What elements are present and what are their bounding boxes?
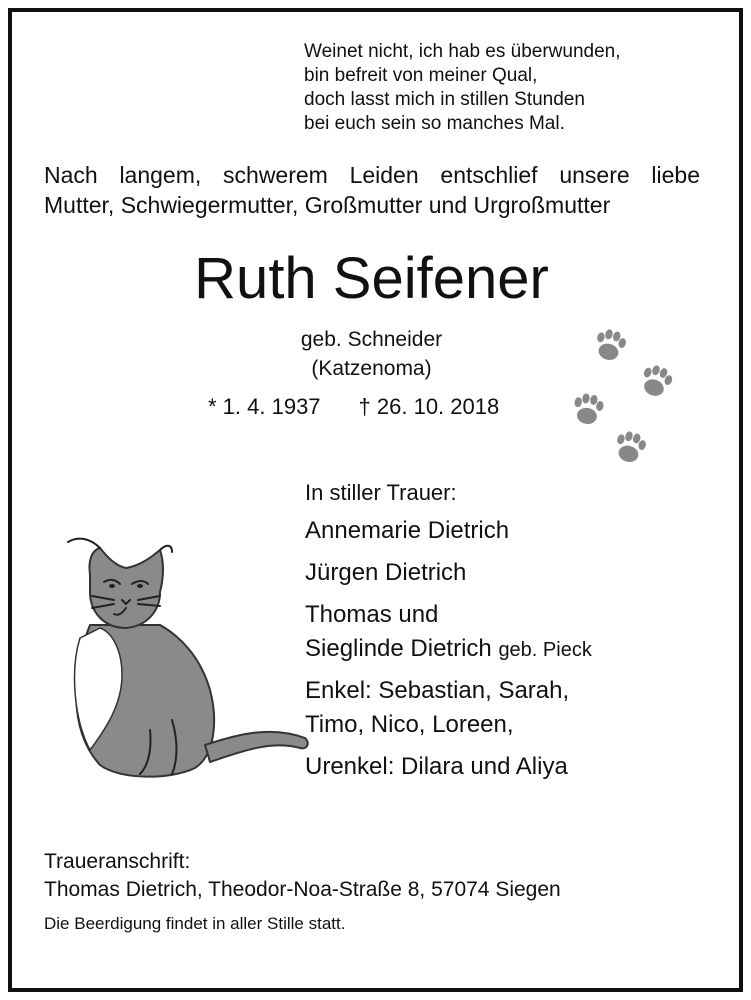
mourner-line: Annemarie Dietrich <box>305 517 510 544</box>
paw-print-icon <box>571 392 605 427</box>
poem <box>304 40 621 136</box>
mourners-heading: In stiller Trauer: <box>305 480 457 505</box>
paw-print-icon <box>612 429 648 466</box>
mourner-line: Urenkel: Dilara und Aliya <box>305 753 568 780</box>
mourner-line: Jürgen Dietrich <box>305 559 467 586</box>
mourner-line: Thomas und <box>305 601 439 628</box>
mourner-maiden-name: geb. Pieck <box>498 639 592 661</box>
funeral-note: Die Beerdigung findet in aller Stille statt. <box>44 914 346 933</box>
mourner-line <box>305 634 592 665</box>
intro-line: Nach langem, schwerem Leiden entschlief unsere liebe <box>44 162 700 188</box>
paw-print-icon <box>592 327 628 364</box>
death-date: † 26. 10. 2018 <box>358 394 500 419</box>
nickname: (Katzenoma) <box>311 357 432 380</box>
deceased-name: Ruth Seifener <box>194 246 549 311</box>
cat-illustration <box>60 530 320 790</box>
mourner-name: Sieglinde Dietrich <box>305 635 492 662</box>
birth-name: geb. Schneider <box>300 328 443 351</box>
poem-line: Weinet nicht, ich hab es überwunden, <box>304 41 621 62</box>
intro-text <box>44 160 700 220</box>
birth-date: * 1. 4. 1937 <box>208 394 321 419</box>
intro-line: Mutter, Schwiegermutter, Großmutter und Urgroßmutter <box>44 192 611 218</box>
paw-print-icon <box>637 362 675 400</box>
poem-line: bin befreit von meiner Qual, <box>304 65 538 86</box>
address-value: Thomas Dietrich, Theodor-Noa-Straße 8, 57074 Siegen <box>44 878 561 901</box>
paw-prints <box>560 318 690 478</box>
mourner-line: Timo, Nico, Loreen, <box>305 711 514 738</box>
life-dates <box>208 392 499 422</box>
mourner-line: Enkel: Sebastian, Sarah, <box>305 677 570 704</box>
poem-line: bei euch sein so manches Mal. <box>304 113 565 134</box>
poem-line: doch lasst mich in stillen Stunden <box>304 89 585 110</box>
address-label: Traueranschrift: <box>44 850 191 873</box>
